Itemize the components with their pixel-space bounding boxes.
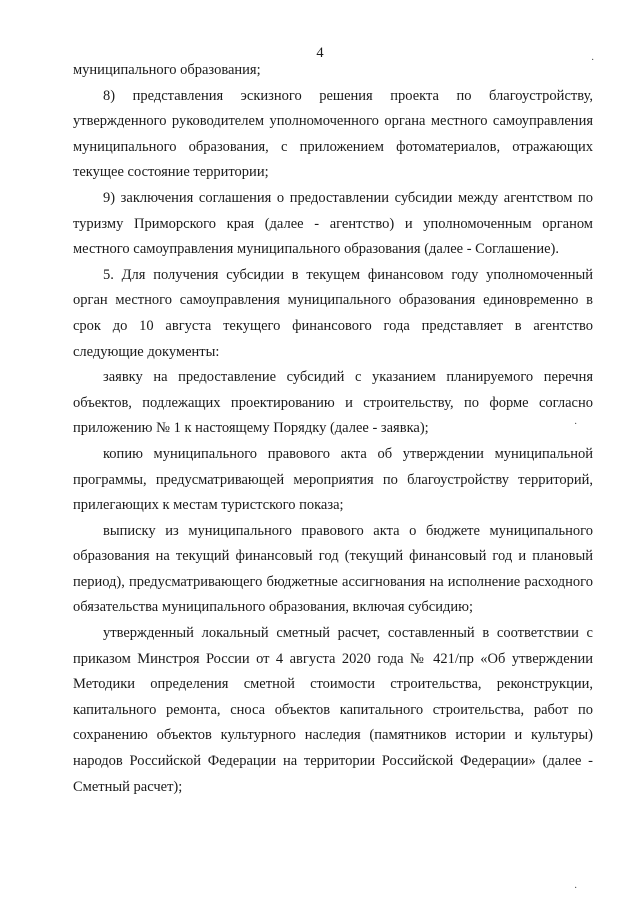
scan-speck: ·	[574, 419, 578, 430]
scan-speck: ·	[591, 55, 595, 66]
page-number: 4	[316, 45, 324, 61]
document-body	[73, 55, 595, 800]
paragraph-item-9: 9) заключения соглашения о предоставлении субсидии между агентством по туризму Приморского края (далее - агентство) и уполномоченным органом местного самоуправления муниципального образования (далее - Соглашение).	[73, 189, 593, 258]
scan-speck: ·	[574, 883, 578, 894]
paragraph-budget-extract: выписку из муниципального правового акта о бюджете муниципального образования на текущий финансовый год (текущий финансовый год и плановый период), предусматривающего бюджетные ассигнования на исполнение расходного обязательства муниципального образования, включая субсидию;	[73, 522, 593, 616]
paragraph-section-5: 5. Для получения субсидии в текущем финансовом году уполномоченный орган местного самоуправления муниципального образования единовременно в срок до 10 августа текущего финансового года представляет в агентство следующие документы:	[73, 266, 593, 360]
paragraph-application: заявку на предоставление субсидий с указанием планируемого перечня объектов, подлежащих проектированию и строительству, по форме согласно приложению № 1 к настоящему Порядку (далее - заявка);	[73, 369, 593, 437]
paragraph-item-8: 8) представления эскизного решения проекта по благоустройству, утвержденного руководителем уполномоченного органа местного самоуправления муниципального образования, с приложением фотоматериалов, отражающих текущее состояние территории;	[73, 87, 593, 181]
paragraph-program-copy: копию муниципального правового акта об утверждении муниципальной программы, предусматривающей мероприятия по благоустройству территорий, прилегающих к местам туристского показа;	[73, 445, 593, 514]
paragraph-estimate: утвержденный локальный сметный расчет, составленный в соответствии с приказом Минстроя России от 4 августа 2020 года № 421/пр «Об утверждении Методики определения сметной стоимости строительства, реконструкции, капитального ремонта, сноса объектов капитального строительства, работ по сохранению объектов культурного наследия (памятников истории и культуры) народов Российской Федерации на территории Российской Федерации» (далее - Сметный расчет);	[73, 625, 593, 795]
paragraph-continuation: муниципального образования;	[73, 62, 261, 78]
